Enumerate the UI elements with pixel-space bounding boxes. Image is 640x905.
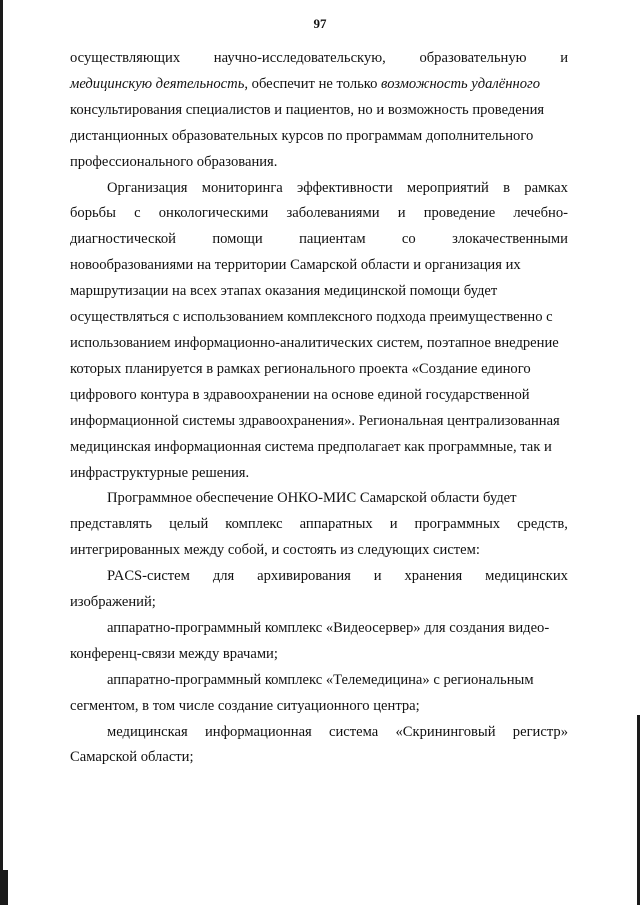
line-justified [70,201,568,227]
word: регистр» [512,723,568,740]
word: мониторинга [201,179,283,196]
word: рамках [524,179,568,196]
text-line: осуществляться с использованием комплексного подхода преимущественно с [70,309,553,326]
text-line: сегментом, в том числе создание ситуационного центра; [70,697,420,714]
text-line: медицинская информационная система предполагает как программные, так и [70,438,552,455]
text-line: использованием информационно-аналитических систем, поэтапное внедрение [70,334,559,351]
word: хранения [404,568,463,585]
text-line: изображений; [70,594,156,611]
word: и [560,50,568,66]
word: целый [169,516,209,533]
text-line: инфраструктурные решения. [70,464,250,481]
scan-edge-left-bottom [0,870,8,905]
list-item-line: аппаратно-программный комплекс «Телемедицина» с региональным [107,671,534,688]
word: PACS-систем [107,568,190,585]
word: и [389,516,398,533]
word: информационная [204,723,312,740]
word: с [134,205,141,222]
text-line: конференц-связи между врачами; [70,645,278,662]
list-item-line [70,564,568,590]
word: и [373,568,382,585]
word: медицинских [485,568,568,585]
text-line: Программное обеспечение ОНКО-МИС Самарской области будет [107,490,517,507]
text-line: информационной системы здравоохранения». Региональная централизованная [70,412,560,429]
word: для [212,568,235,585]
page-number: 97 [313,16,327,31]
list-item-line [70,720,568,746]
word: мероприятий [406,179,489,196]
word: представлять [70,516,153,533]
text-line [70,72,568,98]
word: лечебно- [513,205,568,222]
word: образовательную [419,50,527,66]
word: средств, [517,516,568,533]
text-line: профессионального образования. [70,153,278,170]
word: в [503,179,511,196]
text-line: дистанционных образовательных курсов по программам дополнительного [70,127,534,144]
text-line: которых планируется в рамках регионального проекта «Создание единого [70,360,531,377]
italic-phrase: возможность удалённого [381,75,541,92]
document-body [70,46,568,771]
text-line: консультирования специалистов и пациентов, но и возможность проведения [70,101,545,118]
scan-edge-left [0,0,3,905]
word: аппаратных [299,516,373,533]
text-line: новообразованиями на территории Самарской области и организация их [70,257,521,274]
word: пациентам [299,231,366,248]
word: осуществляющих [70,50,181,66]
word: борьбы [70,205,116,222]
word: со [401,231,416,248]
word: злокачественными [452,231,568,248]
word: медицинская [107,723,188,740]
word: научно-исследовательскую, [213,50,386,66]
text-line: цифрового контура в здравоохранении на основе единой государственной [70,386,530,403]
word: эффективности [297,179,393,196]
word: помощи [212,231,263,248]
line-justified [70,176,568,202]
italic-phrase: медицинскую деятельность [70,75,245,92]
word: комплекс [225,516,283,533]
line-justified [70,46,568,72]
word: программных [414,516,501,533]
word: и [397,205,406,222]
line-justified [70,227,568,253]
list-item-line: аппаратно-программный комплекс «Видеосервер» для создания видео- [107,619,550,636]
word: «Скрининговый [395,723,496,740]
word: диагностической [70,231,176,248]
word: онкологическими [158,205,269,222]
word: система [329,723,379,740]
word: архивирования [257,568,351,585]
line-justified [70,512,568,538]
text-run: , обеспечит не только [244,75,382,92]
word: Организация [107,179,188,196]
text-line: маршрутизации на всех этапах оказания медицинской помощи будет [70,283,498,300]
text-line: интегрированных между собой, и состоять из следующих систем: [70,542,480,559]
word: заболеваниями [286,205,380,222]
text-line: Самарской области; [70,749,194,766]
word: проведение [423,205,496,222]
